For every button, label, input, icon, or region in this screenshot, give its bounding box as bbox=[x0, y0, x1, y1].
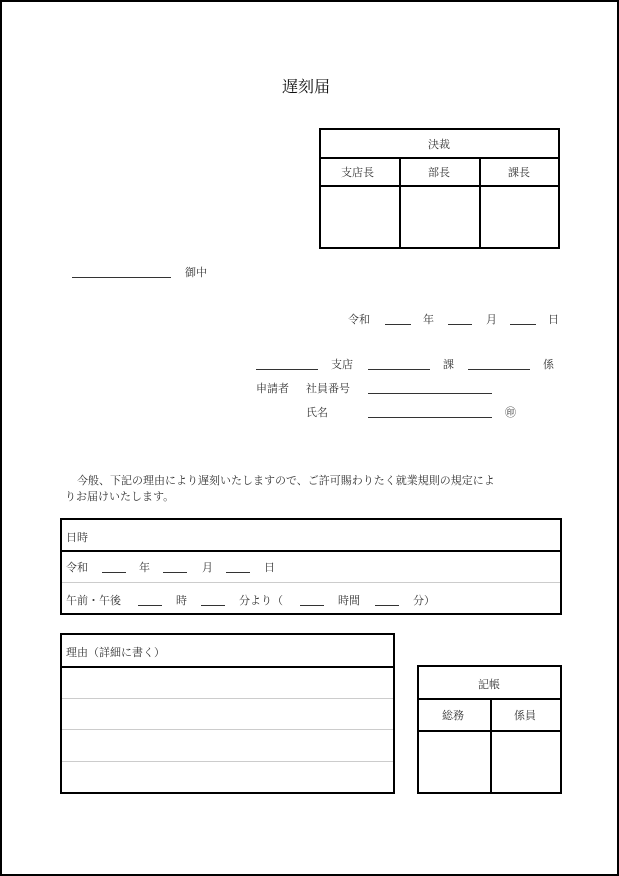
approval-header: 決裁 bbox=[428, 138, 450, 151]
reason-line-4[interactable] bbox=[62, 762, 393, 792]
approval-stamp-box-2[interactable] bbox=[401, 187, 479, 247]
date-month-label: 月 bbox=[486, 313, 497, 326]
datetime-year-field[interactable] bbox=[102, 572, 126, 573]
time-ampm-label: 午前・午後 bbox=[66, 594, 121, 607]
ledger-stamp-box-2[interactable] bbox=[492, 732, 560, 792]
approval-stamp-box-1[interactable] bbox=[321, 187, 399, 247]
addressee-suffix: 御中 bbox=[185, 266, 207, 279]
reason-line-1[interactable] bbox=[62, 668, 393, 698]
time-hour-field[interactable] bbox=[138, 605, 162, 606]
time-duration-hours-field[interactable] bbox=[300, 605, 324, 606]
datetime-divider-1 bbox=[62, 550, 560, 552]
date-year-label: 年 bbox=[423, 313, 434, 326]
branch-label: 支店 bbox=[331, 358, 353, 371]
ledger-stamp-box-1[interactable] bbox=[419, 732, 490, 792]
date-day-field[interactable] bbox=[510, 324, 536, 325]
time-duration-minutes-field[interactable] bbox=[375, 605, 399, 606]
datetime-day-field[interactable] bbox=[226, 572, 250, 573]
ledger-col-staff: 係員 bbox=[514, 709, 536, 722]
date-era: 令和 bbox=[348, 313, 370, 326]
ledger-header: 記帳 bbox=[478, 678, 500, 691]
reason-table bbox=[60, 633, 395, 794]
name-field[interactable] bbox=[368, 417, 492, 418]
seal-mark: ㊞ bbox=[505, 406, 516, 419]
ledger-table bbox=[417, 665, 562, 794]
approval-col-branch-manager: 支店長 bbox=[341, 166, 374, 179]
datetime-table bbox=[60, 518, 562, 615]
datetime-day-label: 日 bbox=[264, 561, 275, 574]
addressee-field[interactable] bbox=[72, 277, 171, 278]
document-title: 遅刻届 bbox=[282, 77, 331, 96]
body-text-line-1: 今般、下記の理由により遅刻いたしますので、ご許可賜わりたく就業規則の規定によ bbox=[77, 474, 495, 487]
approval-divider-1 bbox=[321, 157, 558, 159]
reason-line-3[interactable] bbox=[62, 730, 393, 761]
ledger-col-general-affairs: 総務 bbox=[442, 709, 464, 722]
date-year-field[interactable] bbox=[385, 324, 411, 325]
applicant-label: 申請者 bbox=[256, 382, 289, 395]
time-duration-hours-label: 時間 bbox=[338, 594, 360, 607]
datetime-divider-2 bbox=[62, 582, 560, 583]
employee-no-label: 社員番号 bbox=[306, 382, 350, 395]
date-day-label: 日 bbox=[548, 313, 559, 326]
body-text-line-2: りお届けいたします。 bbox=[65, 490, 175, 503]
reason-header: 理由（詳細に書く） bbox=[66, 646, 165, 659]
datetime-header: 日時 bbox=[66, 531, 88, 544]
time-hour-label: 時 bbox=[176, 594, 187, 607]
employee-no-field[interactable] bbox=[368, 393, 492, 394]
datetime-month-label: 月 bbox=[202, 561, 213, 574]
reason-line-2[interactable] bbox=[62, 699, 393, 729]
datetime-year-label: 年 bbox=[139, 561, 150, 574]
date-month-field[interactable] bbox=[448, 324, 472, 325]
approval-stamp-box-3[interactable] bbox=[481, 187, 558, 247]
time-duration-minutes-label: 分） bbox=[413, 594, 435, 607]
branch-field[interactable] bbox=[256, 369, 318, 370]
time-minute-field[interactable] bbox=[201, 605, 225, 606]
section-field[interactable] bbox=[368, 369, 430, 370]
unit-field[interactable] bbox=[468, 369, 530, 370]
section-label: 課 bbox=[443, 358, 454, 371]
approval-col-department-manager: 部長 bbox=[428, 166, 450, 179]
unit-label: 係 bbox=[543, 358, 554, 371]
approval-col-section-manager: 課長 bbox=[508, 166, 530, 179]
approval-table bbox=[319, 128, 560, 249]
datetime-month-field[interactable] bbox=[163, 572, 187, 573]
name-label: 氏名 bbox=[306, 406, 328, 419]
datetime-era: 令和 bbox=[66, 561, 88, 574]
time-minute-from-label: 分より（ bbox=[239, 594, 283, 607]
